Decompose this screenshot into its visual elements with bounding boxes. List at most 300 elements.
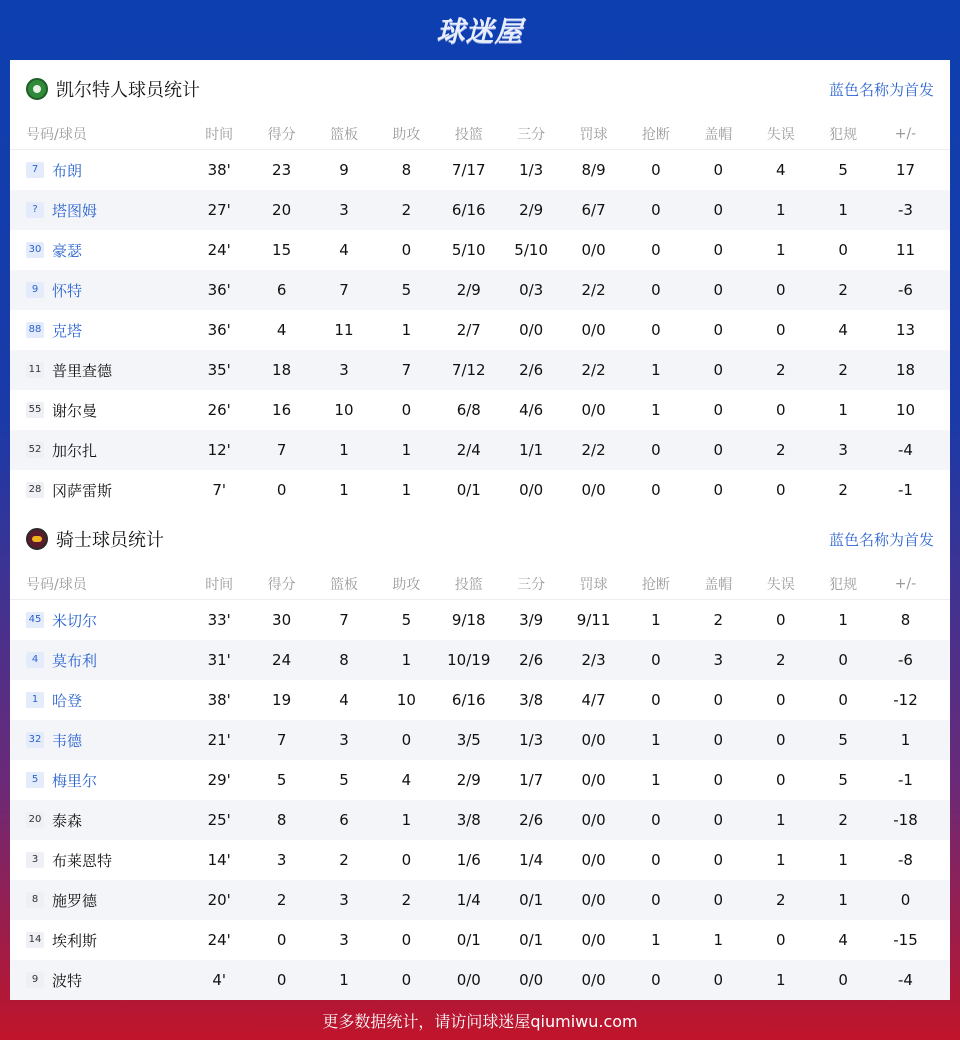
stat-cell: 0 [775,281,786,299]
player-cell [10,850,188,871]
column-header[interactable]: 盖帽 [704,126,733,143]
stat-cell: 4/7 [581,691,606,709]
stat-cell: 5 [339,771,349,789]
stat-cell: 0 [401,731,412,749]
stat-cell: 0 [838,651,848,669]
player-cell [10,200,188,221]
stats-card [10,60,950,1000]
stat-cell: 4 [775,161,786,179]
stat-cell: 33' [207,611,231,629]
stat-cell: 0 [401,401,412,419]
stat-cell: 0 [838,971,848,989]
player-cell [10,280,188,301]
stat-cell: 0 [900,891,911,909]
stat-cell: 1 [651,611,661,629]
stat-cell: 2/9 [519,201,544,219]
jersey-number: 9 [26,972,44,988]
stat-cell: 7 [276,441,287,459]
stat-cell: 29' [207,771,231,789]
stat-cell: 10 [895,401,916,419]
jersey-number: 88 [26,322,44,338]
stat-cell: 1 [339,441,349,459]
stat-cell: 0/0 [519,971,544,989]
stat-cell: 13 [895,321,916,339]
jersey-number: 45 [26,612,44,628]
stat-cell: 21' [207,731,231,749]
stat-cell: 1 [401,481,412,499]
stat-cell: 0 [775,731,786,749]
stat-cell: 0 [775,691,786,709]
stat-cell: 18 [272,361,292,379]
stat-cell: 0/0 [581,971,606,989]
player-cell [10,770,188,791]
stat-cell: 0 [401,931,412,949]
stat-cell: 0 [713,691,724,709]
stat-cell: 3 [838,441,848,459]
column-header[interactable]: 投篮 [454,126,483,143]
column-header-row [10,118,950,150]
player-cell [10,610,188,631]
stat-cell: 2 [838,481,848,499]
player-cell [10,890,188,911]
jersey-number: 4 [26,652,44,668]
column-header[interactable]: 三分 [517,576,546,593]
player-name[interactable]: 布朗 [52,161,83,180]
footer-banner [0,1000,960,1040]
player-name[interactable]: 泰森 [52,811,83,830]
stat-cell: 0 [713,361,724,379]
stat-cell: 1 [838,611,848,629]
column-header[interactable]: 助攻 [392,126,421,143]
stat-cell: 0 [713,401,724,419]
stat-cell: -12 [893,691,918,709]
stat-cell: 1 [838,401,848,419]
stat-cell: 15 [272,241,292,259]
stat-cell: 11 [334,321,354,339]
stat-cell: 0 [775,611,786,629]
stat-cell: 1 [713,931,724,949]
stat-cell: 25' [207,811,231,829]
player-cell [10,970,188,991]
stat-cell: 23 [272,161,292,179]
stat-cell: 1/1 [519,441,544,459]
stat-cell: 9/18 [451,611,486,629]
jersey-number: 9 [26,282,44,298]
stat-cell: 2/2 [581,441,606,459]
stat-cell: -3 [898,201,913,219]
stat-cell: 1/3 [519,161,544,179]
player-cell [10,160,188,181]
player-row[interactable] [10,960,950,1000]
stat-cell: 4 [339,691,349,709]
player-cell [10,400,188,421]
stat-cell: 1 [651,931,661,949]
player-name[interactable]: 塔图姆 [52,201,98,220]
stat-cell: 4 [838,931,848,949]
column-header[interactable]: 抢断 [641,126,670,143]
stat-cell: 3 [339,731,349,749]
stat-cell: 0 [651,811,661,829]
stat-cell: 1 [838,891,848,909]
stat-cell: 2 [775,651,786,669]
stat-cell: 3 [339,361,349,379]
jersey-number: 52 [26,442,44,458]
stat-cell: 1 [775,811,786,829]
team-header [10,60,950,118]
jersey-number: 32 [26,732,44,748]
stat-cell: 2 [775,361,786,379]
column-header[interactable]: +/- [894,125,917,142]
column-header[interactable]: +/- [894,575,917,592]
player-name[interactable]: 豪瑟 [52,241,83,260]
stat-cell: 1/4 [456,891,481,909]
stat-cell: 7/12 [451,361,486,379]
player-row[interactable] [10,390,950,430]
stat-cell: 1 [838,201,848,219]
player-cell [10,440,188,461]
column-header[interactable]: 失误 [766,576,795,593]
stat-cell: 0 [713,971,724,989]
stat-cell: 0/0 [519,321,544,339]
stat-cell: 1 [401,321,412,339]
column-header[interactable]: 篮板 [329,126,358,143]
player-name[interactable]: 普里查德 [52,361,113,380]
stat-cell: 0 [651,891,661,909]
player-name[interactable]: 波特 [52,971,83,990]
stat-cell: 0 [401,971,412,989]
stat-cell: 2 [775,891,786,909]
stat-cell: 0 [713,481,724,499]
stat-cell: 2 [401,201,412,219]
site-logo[interactable]: 球迷屋 [436,15,524,48]
column-header[interactable]: 三分 [517,126,546,143]
stat-cell: 20' [207,891,231,909]
stat-cell: 5 [401,281,412,299]
stat-cell: 3/8 [456,811,481,829]
stat-cell: 5 [276,771,287,789]
stat-cell: 1 [339,481,349,499]
stat-cell: 0 [651,201,661,219]
column-header[interactable]: 盖帽 [704,576,733,593]
stat-cell: 2 [276,891,287,909]
stat-cell: 24' [207,931,231,949]
column-header-row [10,568,950,600]
stat-cell: 6/7 [581,201,606,219]
stat-cell: 0 [651,281,661,299]
stat-cell: 4 [401,771,412,789]
stat-cell: 36' [207,281,231,299]
stat-cell: 0 [651,481,661,499]
jersey-number: 11 [26,362,44,378]
player-name[interactable]: 米切尔 [52,611,98,630]
player-row[interactable] [10,840,950,880]
stat-cell: 0 [651,851,661,869]
stat-cell: 24 [272,651,292,669]
stat-cell: 5 [838,731,848,749]
stat-cell: 5 [838,771,848,789]
stat-cell: -18 [893,811,918,829]
stat-cell: 0 [713,771,724,789]
stat-cell: 38' [207,161,231,179]
stat-cell: 3/5 [456,731,481,749]
column-header[interactable]: 时间 [205,126,234,143]
player-name[interactable]: 埃利斯 [52,931,98,950]
player-row[interactable] [10,920,950,960]
player-name[interactable]: 谢尔曼 [52,401,98,420]
player-name[interactable]: 施罗德 [52,891,98,910]
stat-cell: -6 [898,651,913,669]
jersey-number: 20 [26,812,44,828]
stat-cell: 0 [713,811,724,829]
stat-cell: 2 [775,441,786,459]
stat-cell: 2 [401,891,412,909]
stat-cell: 3 [339,931,349,949]
stat-cell: 0/0 [581,931,606,949]
player-name[interactable]: 哈登 [52,691,83,710]
stat-cell: 0 [276,971,287,989]
stat-cell: 1 [401,651,412,669]
stat-cell: 2/9 [456,771,481,789]
player-name[interactable]: 冈萨雷斯 [52,481,113,500]
stat-cell: 3/8 [519,691,544,709]
player-name[interactable]: 加尔扎 [52,441,98,460]
stat-cell: 2 [838,811,848,829]
player-cell [10,690,188,711]
stat-cell: 0 [713,281,724,299]
stat-cell: 0 [713,161,724,179]
stat-cell: 0 [838,691,848,709]
stat-cell: 5 [401,611,412,629]
stat-cell: 0 [713,851,724,869]
team-section [10,510,950,1000]
stat-cell: 4 [838,321,848,339]
player-name[interactable]: 布莱恩特 [52,851,113,870]
stat-cell: 10 [396,691,416,709]
player-row[interactable] [10,350,950,390]
footer-text[interactable]: 更多数据统计，请访问球迷屋qiumiwu.com [322,1011,638,1031]
stat-cell: 0/0 [519,481,544,499]
player-row[interactable] [10,800,950,840]
stat-cell: 1 [651,361,661,379]
player-row[interactable] [10,310,950,350]
top-bar [0,0,960,60]
stat-cell: 0 [713,441,724,459]
stat-cell: 0 [276,481,287,499]
stat-cell: 0/1 [519,931,544,949]
stat-cell: 9 [339,161,349,179]
player-name[interactable]: 莫布利 [52,651,98,670]
column-header[interactable]: 助攻 [392,576,421,593]
stat-cell: 0 [651,651,661,669]
stat-cell: 2/6 [519,651,544,669]
stat-cell: 0 [651,321,661,339]
player-cell [10,360,188,381]
stat-cell: 6 [339,811,349,829]
player-cell [10,810,188,831]
stat-cell: 1 [651,771,661,789]
stat-cell: 0/0 [581,771,606,789]
stat-cell: 7 [339,611,349,629]
stat-cell: 11 [895,241,916,259]
stat-cell: 38' [207,691,231,709]
player-row[interactable] [10,470,950,510]
stat-cell: 0 [401,851,412,869]
stat-cell: 17 [895,161,916,179]
stat-cell: 0/0 [581,891,606,909]
team-section [10,60,950,510]
stat-cell: 0/3 [519,281,544,299]
stat-cell: 7/17 [451,161,486,179]
stat-cell: 1 [339,971,349,989]
stat-cell: 2 [713,611,724,629]
jersey-number: 28 [26,482,44,498]
player-cell [10,930,188,951]
player-row[interactable] [10,190,950,230]
stat-cell: 14' [207,851,231,869]
player-cell [10,650,188,671]
stat-cell: 0/0 [581,851,606,869]
column-header[interactable]: 得分 [267,126,296,143]
stat-cell: 0 [276,931,287,949]
stat-cell: 0 [775,771,786,789]
stat-cell: 1 [775,971,786,989]
player-row[interactable] [10,270,950,310]
player-cell [10,480,188,501]
player-row[interactable] [10,640,950,680]
column-header[interactable]: 罚球 [579,576,608,593]
stat-cell: 0 [713,891,724,909]
jersey-number: ? [26,202,44,218]
stat-cell: 2/2 [581,361,606,379]
player-row[interactable] [10,680,950,720]
stat-cell: 8 [900,611,911,629]
column-header[interactable]: 罚球 [579,126,608,143]
stat-cell: 18 [895,361,916,379]
stat-cell: 16 [272,401,292,419]
stat-cell: 26' [207,401,231,419]
player-row[interactable] [10,430,950,470]
column-header[interactable]: 得分 [267,576,296,593]
player-row[interactable] [10,720,950,760]
player-cell [10,730,188,751]
player-row[interactable] [10,600,950,640]
player-name[interactable]: 梅里尔 [52,771,98,790]
stat-cell: 0 [838,241,848,259]
stat-cell: 2 [339,851,349,869]
player-row[interactable] [10,880,950,920]
stat-cell: 35' [207,361,231,379]
stat-cell: 8 [401,161,412,179]
stat-cell: -1 [898,771,913,789]
column-header[interactable]: 投篮 [454,576,483,593]
stat-cell: 3 [339,891,349,909]
stat-cell: 2/7 [456,321,481,339]
jersey-number: 1 [26,692,44,708]
stat-cell: 2/3 [581,651,606,669]
stat-cell: 20 [272,201,292,219]
stat-cell: 2/2 [581,281,606,299]
starter-note: 蓝色名称为首发 [828,80,934,99]
stat-cell: 5/10 [451,241,486,259]
column-header[interactable]: 失误 [766,126,795,143]
stat-cell: 27' [207,201,231,219]
column-header[interactable]: 篮板 [329,576,358,593]
player-row[interactable] [10,760,950,800]
stat-cell: 7 [339,281,349,299]
stat-cell: 0 [713,201,724,219]
team-title: 凯尔特人球员统计 [56,80,200,101]
celtics-logo-icon [26,78,48,100]
player-row[interactable] [10,230,950,270]
stat-cell: 0/0 [456,971,481,989]
stat-cell: 1 [775,201,786,219]
stat-cell: 3 [276,851,287,869]
column-header[interactable]: 时间 [205,576,234,593]
column-header[interactable]: 号码/球员 [26,576,87,593]
stat-cell: 1 [651,401,661,419]
stat-cell: 2/9 [456,281,481,299]
stat-cell: 2/6 [519,361,544,379]
stat-cell: 4 [339,241,349,259]
column-header[interactable]: 犯规 [829,576,858,593]
stat-cell: 1 [775,851,786,869]
player-name[interactable]: 韦德 [52,731,83,750]
jersey-number: 8 [26,892,44,908]
stat-cell: 0 [775,321,786,339]
stat-cell: 0/1 [456,481,481,499]
team-header [10,510,950,568]
stat-cell: 0 [651,441,661,459]
stat-cell: 1 [775,241,786,259]
player-row[interactable] [10,150,950,190]
stat-cell: 7' [212,481,227,499]
stat-cell: -6 [898,281,913,299]
stat-cell: 1/6 [456,851,481,869]
column-header[interactable]: 号码/球员 [26,126,87,143]
stat-cell: -8 [898,851,913,869]
stat-cell: 0/0 [581,401,606,419]
player-cell [10,320,188,341]
column-header[interactable]: 犯规 [829,126,858,143]
stat-cell: 7 [276,731,287,749]
stat-cell: 1 [651,731,661,749]
stat-cell: 8 [339,651,349,669]
stat-cell: 0 [713,241,724,259]
stat-cell: 36' [207,321,231,339]
stat-cell: 4/6 [519,401,544,419]
stat-cell: 0 [713,321,724,339]
stat-cell: 0/0 [581,731,606,749]
stat-cell: 31' [207,651,231,669]
stat-cell: 8/9 [581,161,606,179]
stat-cell: 0/1 [456,931,481,949]
stat-cell: 0 [651,971,661,989]
stat-cell: 0 [651,691,661,709]
stat-cell: 19 [272,691,292,709]
player-name[interactable]: 怀特 [52,281,83,300]
stat-cell: 0 [775,931,786,949]
stat-cell: 12' [207,441,231,459]
stat-cell: 1 [401,441,412,459]
stat-cell: 6/8 [456,401,481,419]
stat-cell: 8 [276,811,287,829]
stat-cell: 2/4 [456,441,481,459]
jersey-number: 14 [26,932,44,948]
stat-cell: 10/19 [447,651,491,669]
column-header[interactable]: 抢断 [641,576,670,593]
jersey-number: 55 [26,402,44,418]
player-name[interactable]: 克塔 [52,321,83,340]
